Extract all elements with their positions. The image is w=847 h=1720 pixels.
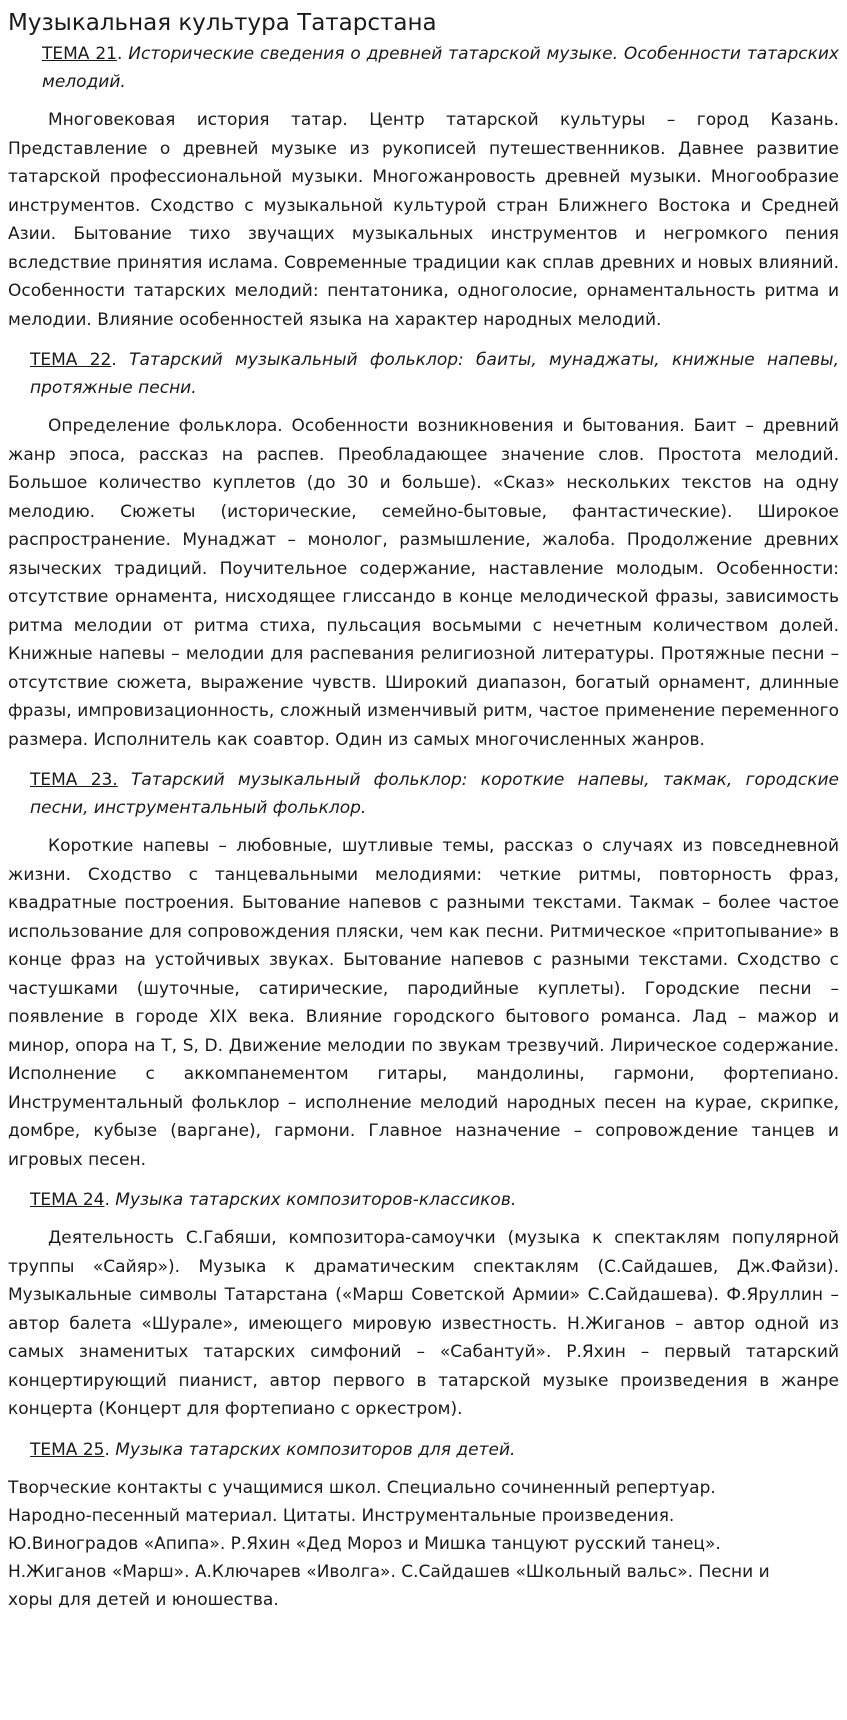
topic-separator: . (116, 44, 123, 64)
topic-label: ТЕМА 22 (30, 350, 112, 370)
topic-label: ТЕМА 24 (30, 1190, 105, 1210)
topic-heading (8, 346, 839, 402)
topic-body: Многовековая история татар. Центр татарской культуры – город Казань. Представление о древней музыке из рукописей путешественников. Давнее развитие татарской профессиональной музыки. Многожанровость древней музыки. Многообразие инструментов. Сходство с музыкальной культурой стран Ближнего Востока и Средней Азии. Бытование тихо звучащих музыкальных инструментов и негромкого пения вследствие принятия ислама. Современные традиции как сплав древних и новых влияний. Особенности татарских мелодий: пентатоника, одноголосие, орнаментальность ритма и мелодии. Влияние особенностей языка на характер народных мелодий. (8, 110, 839, 330)
topic-22 (8, 346, 839, 754)
topic-title: Исторические сведения о древней татарской музыке. Особенности татарских мелодий. (42, 44, 839, 92)
text-line: Н.Жиганов «Марш». А.Ключарев «Иволга». С.Сайдашев «Школьный вальс». Песни и (8, 1561, 770, 1582)
page-title: Музыкальная культура Татарстана (8, 10, 437, 36)
text-line: Народно-песенный материал. Цитаты. Инструментальные произведения. (8, 1505, 675, 1526)
topic-separator: . (104, 1190, 110, 1210)
topic-title: Музыка татарских композиторов-классиков. (115, 1190, 517, 1210)
topic-body: Определение фольклора. Особенности возникновения и бытования. Баит – древний жанр эпоса, рассказ на распев. Преобладающее значение слов. Простота мелодий. Большое количество куплетов (до 30 и больше). «Сказ» нескольких текстов на одну мелодию. Сюжеты (исторические, семейно-бытовые, фантастические). Широкое распространение. Мунаджат – монолог, размышление, жалоба. Продолжение древних языческих традиций. Поучительное содержание, наставление молодым. Особенности: отсутствие орнамента, нисходящее глиссандо в конце мелодической фразы, зависимость ритма мелодии от ритма стиха, пульсация восьмыми с нечетным количеством долей. Книжные напевы – мелодии для распевания религиозной литературы. Протяжные песни – отсутствие сюжета, выражение чувств. Широкий диапазон, богатый орнамент, длинные фразы, импровизационность, сложный изменчивый ритм, частое применение переменного размера. Исполнитель как соавтор. Один из самых многочисленных жанров. (8, 416, 839, 750)
topic-25 (8, 1436, 839, 1614)
text-line: хоры для детей и юношества. (8, 1589, 279, 1610)
topic-body: Короткие напевы – любовные, шутливые темы, рассказ о случаях из повседневной жизни. Сходство с танцевальными мелодиями: четкие ритмы, повторность фраз, квадратные построения. Бытование напевов с разными текстами. Такмак – более частое использование для сопровождения пляски, чем как песни. Ритмическое «притопывание» в конце фраз на устойчивых звуках. Бытование напевов с разными текстами. Сходство с частушками (шуточные, сатирические, пародийные куплеты). Городские песни – появление в городе XIX века. Влияние городского бытового романса. Лад – мажор и минор, опора на T, S, D. Движение мелодии по звукам трезвучий. Лирическое содержание. Исполнение с аккомпанементом гитары, мандолины, гармони, фортепиано. Инструментальный фольклор – исполнение мелодий народных песен на курае, скрипке, домбре, кубызе (варгане), гармони. Главное назначение – сопровождение танцев и игровых песен. (8, 836, 839, 1170)
topic-label: ТЕМА 23. (30, 770, 118, 790)
topic-23 (8, 766, 839, 1174)
topic-heading (8, 1186, 839, 1214)
topic-title: Музыка татарских композиторов для детей. (115, 1439, 516, 1460)
topic-label: ТЕМА 25 (30, 1439, 105, 1460)
topic-heading (8, 1436, 839, 1464)
topic-title: Татарский музыкальный фольклор: баиты, мунаджаты, книжные напевы, протяжные песни. (30, 350, 839, 398)
topic-24 (8, 1186, 839, 1424)
topic-body (8, 1474, 839, 1614)
text-line: Ю.Виноградов «Апипа». Р.Яхин «Дед Мороз и Мишка танцуют русский танец». (8, 1533, 721, 1554)
topic-label: ТЕМА 21 (42, 44, 117, 64)
topic-separator: . (104, 1439, 110, 1460)
topic-heading (8, 766, 839, 822)
text-line: Творческие контакты с учащимися школ. Специально сочиненный репертуар. (8, 1477, 716, 1498)
topic-title: Татарский музыкальный фольклор: короткие напевы, такмак, городские песни, инструментальный фольклор. (30, 770, 839, 818)
topic-separator: . (111, 350, 117, 370)
topic-body: Деятельность С.Габяши, композитора-самоучки (музыка к спектаклям популярной труппы «Сайяр»). Музыка к драматическим спектаклям (С.Сайдашев, Дж.Файзи). Музыкальные символы Татарстана («Марш Советской Армии» С.Сайдашева). Ф.Яруллин – автор балета «Шурале», имеющего мировую известность. Н.Жиганов – автор одной из самых знаменитых татарских симфоний – «Сабантуй». Р.Яхин – первый татарский концертирующий пианист, автор первого в татарской музыке произведения в жанре концерта (Концерт для фортепиано с оркестром). (8, 1228, 839, 1419)
topic-heading (8, 40, 839, 96)
topic-separator (118, 770, 131, 790)
topic-21 (8, 40, 839, 334)
